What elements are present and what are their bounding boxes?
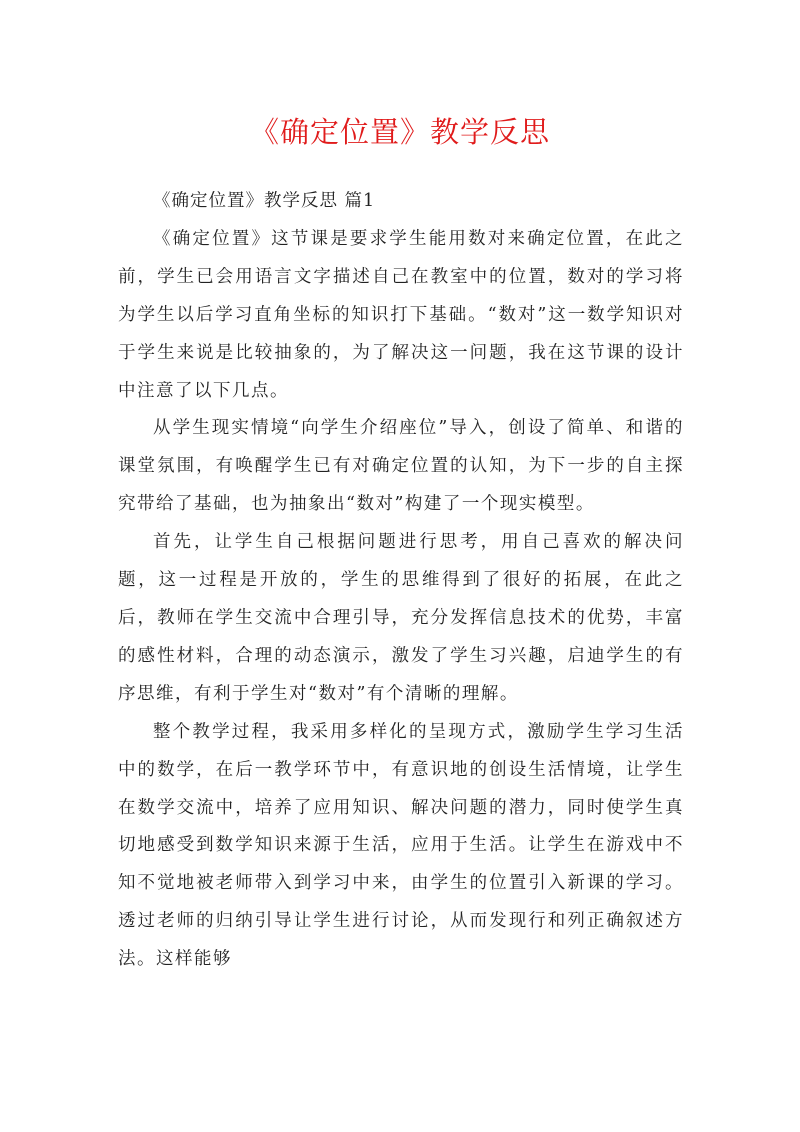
document-body — [118, 183, 684, 979]
paragraph-4: 整个教学过程，我采用多样化的呈现方式，激励学生学习生活中的数学，在后一教学环节中，有意识地的创设生活情境，让学生在数学交流中，培养了应用知识、解决问题的潜力，同时使学生真切地感受到数学知识来源于生活，应用于生活。让学生在游戏中不知不觉地被老师带入到学习中来，由学生的位置引入新课的学习。透过老师的归纳引导让学生进行讨论，从而发现行和列正确叙述方法。这样能够 — [118, 721, 684, 970]
paragraph-1: 《确定位置》这节课是要求学生能用数对来确定位置，在此之前，学生已会用语言文字描述自己在教室中的位置，数对的学习将为学生以后学习直角坐标的知识打下基础。“数对”这一数学知识对于学生来说是比较抽象的，为了解决这一问题，我在这节课的设计中注意了以下几点。 — [118, 228, 684, 401]
section-heading: 《确定位置》教学反思 篇1 — [153, 191, 376, 211]
paragraph-3: 首先，让学生自己根据问题进行思考，用自己喜欢的解决问题，这一过程是开放的，学生的思维得到了很好的拓展，在此之后，教师在学生交流中合理引导，充分发挥信息技术的优势，丰富的感性材料，合理的动态演示，激发了学生习兴趣，启迪学生的有序思维，有利于学生对“数对”有个清晰的理解。 — [118, 532, 684, 704]
document-title: 《确定位置》教学反思 — [249, 115, 550, 149]
paragraph-2: 从学生现实情境“向学生介绍座位”导入，创设了简单、和谐的课堂氛围，有唤醒学生已有对确定位置的认知，为下一步的自主探究带给了基础，也为抽象出“数对”构建了一个现实模型。 — [118, 418, 684, 515]
